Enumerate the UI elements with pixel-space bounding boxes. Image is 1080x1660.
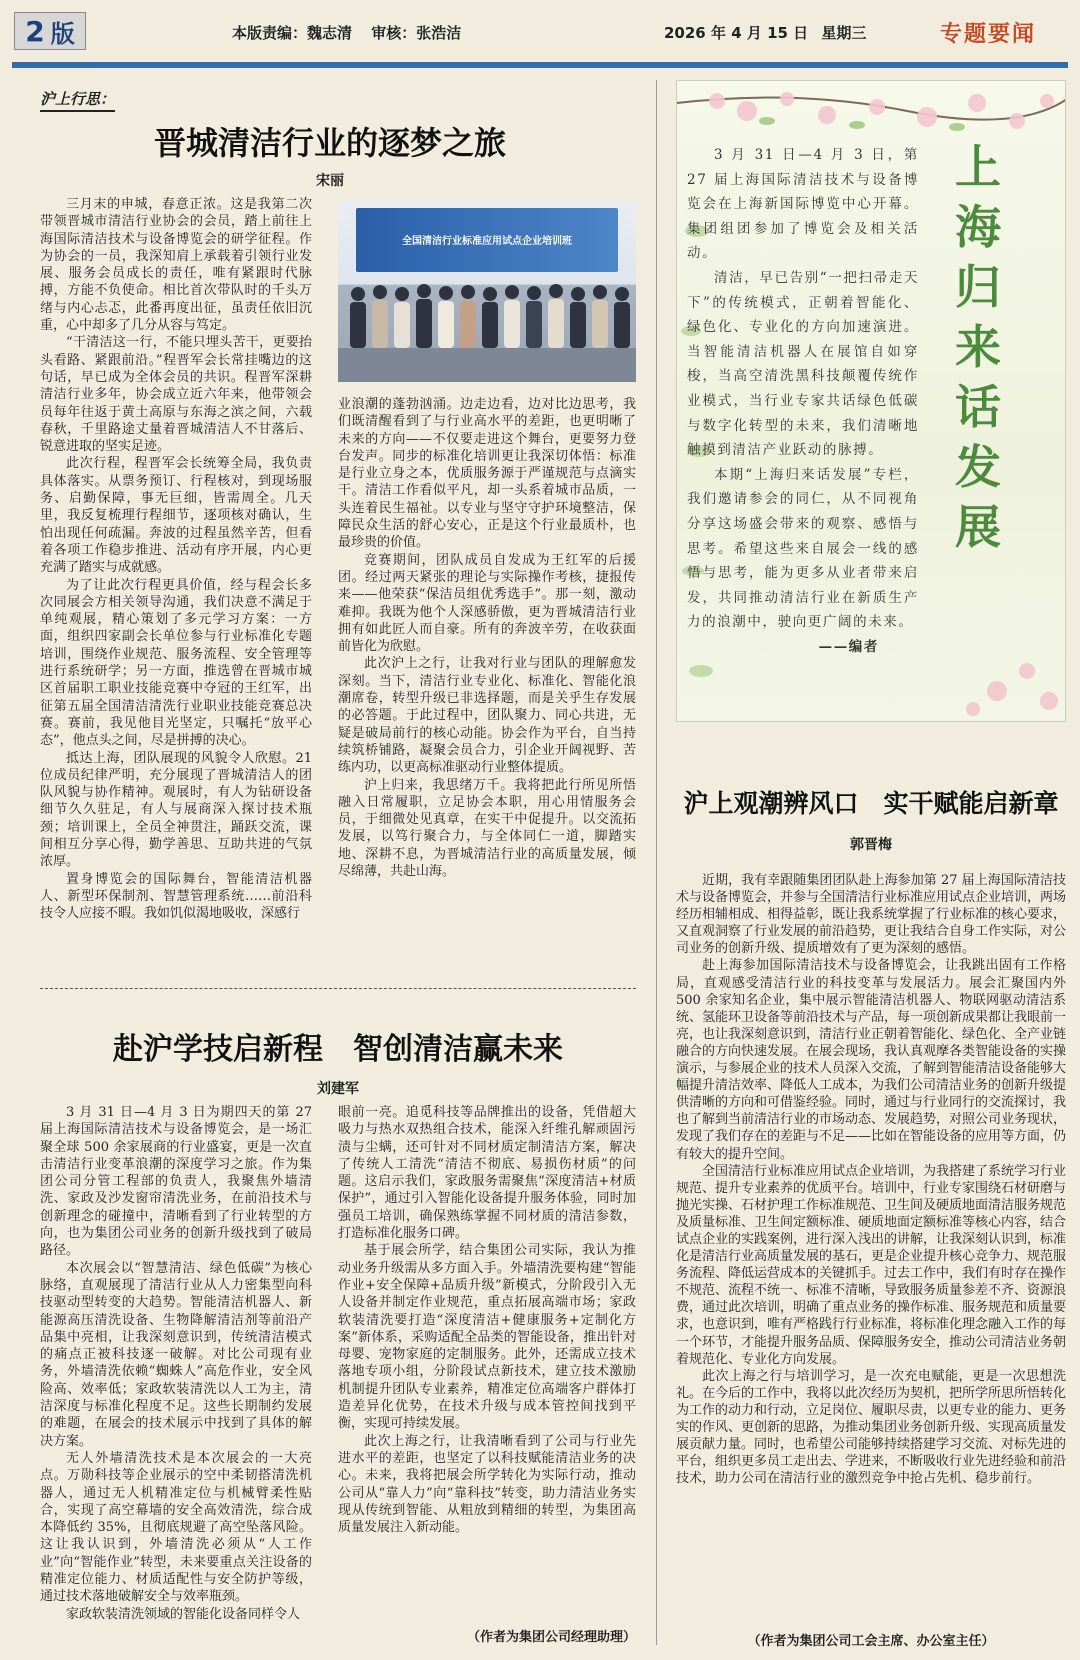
- paragraph: 近期，我有幸跟随集团团队赴上海参加第 27 届上海国际清洁技术与设备博览会，并参与全国清洁行业标准应用试点企业培训，两场经历相辅相成、相得益彰，既让我系统掌握了行业标准的核心要求，又直观洞察了行业发展的前沿趋势，更让我结合自身工作实际，对公司业务的创新升级、提质增效有了更为深刻的感悟。: [676, 873, 1066, 957]
- article1-right-column: [338, 396, 636, 982]
- paragraph: 抵达上海，团队展现的风貌令人欣慰。21位成员纪律严明，充分展现了晋城清洁人的团队风貌与协作精神。观展时，有人为钻研设备细节久久驻足，有人与展商深入探讨技术瓶颈；培训课上，全员全神贯注，踊跃交流，课间相互分享心得，勤学善思、互助共进的气氛浓厚。: [40, 750, 312, 870]
- title-char: 发: [955, 440, 1001, 494]
- paragraph: 基于展会所学，结合集团公司实际，我认为推动业务升级需从多方面入手。外墙清洗要构建“智能作业+安全保障+品质升级”新模式，分阶段引入无人设备并制定作业规范，重点拓展高端市场；家政软装清洗要打造“深度清洁+健康服务+定制化方案”新体系，采购适配全品类的智能设备，推出针对母婴、宠物家庭的定制服务。此外，还需成立技术落地专项小组，分阶段试点新技术，建立技术激励机制提升团队专业素养，精准定位高端客户群体打造差异化优势，在技术升级与成本管控间找到平衡，实现可持续发展。: [338, 1243, 636, 1432]
- page-number-badge: [14, 12, 86, 50]
- paragraph: 此次沪上之行，让我对行业与团队的理解愈发深刻。当下，清洁行业专业化、标准化、智能化浪潮席卷，转型升级已非选择题，而是关乎生存发展的必答题。于此过程中，团队聚力、同心共进，无疑是破局前行的核心动能。协会作为平台，自当持续筑桥铺路，凝聚会员合力，引企业开阔视野、苦练内功，以更高标准驱动行业整体提质。: [338, 656, 636, 776]
- paragraph: 业浪潮的蓬勃汹涌。边走边看，边对比边思考，我们既清醒看到了与行业高水平的差距，也更明晰了未来的方向——不仅要走进这个舞台，更要努力登台发声。同步的标准化培训更让我深切体悟：标准是行业立身之本，优质服务源于严谨规范与点滴实干。清洁工作看似平凡，却一头系着城市品质，一头连着民生福祉。以专业与坚守守护环境整洁，保障民众生活的舒心安心，正是这个行业最质朴，也最珍贵的价值。: [338, 397, 636, 551]
- article1-author: 宋丽: [316, 173, 344, 189]
- paragraph: 3 月 31 日—4 月 3 日，第 27 届上海国际清洁技术与设备博览会在上海新国际博览中心开幕。集团组团参加了博览会及相关活动。: [687, 147, 919, 262]
- paragraph: “干清洁这一行，不能只埋头苦干，更要抬头看路、紧跟前沿。”程晋军会长常挂嘴边的这句话，早已成为全体会员的共识。程晋军深耕清洁行业多年，协会成立近六年来，他带领会员每年往返于黄土高原与东海之滨之间，六载春秋，千里路途丈量着晋城清洁人不甘落后、锐意进取的坚实足迹。: [40, 335, 312, 455]
- sidebar-vertical-title: [935, 137, 1021, 557]
- title-char: 来: [955, 320, 1001, 374]
- paragraph: 此次上海之行，让我清晰看到了公司与行业先进水平的差距，也坚定了以科技赋能清洁业务的决心。未来，我将把展会所学转化为实际行动，推动公司从“靠人力”向“靠科技”转变，助力清洁业务实现从传统到智能、从粗放到精细的转型，为集团高质量发展注入新动能。: [338, 1433, 636, 1536]
- article3-title: 沪上观潮辨风口 实干赋能启新章: [683, 789, 1059, 818]
- column-tag: 沪上行思：: [40, 88, 115, 112]
- article2-left-column: [40, 1104, 312, 1652]
- training-group-photo: [338, 200, 636, 382]
- paragraph: 为了让此次行程更具价值，经与程会长多次同展会方相关领导沟通，我们决意不满足于单纯观展，精心策划了多元学习方案：一方面，组织四家副会长单位参与行业标准化专题培训，围绕作业规范、服务流程、安全管理等进行系统研学；另一方面，推选曾在晋城市城区首届职工职业技能竞赛中夺冠的王红军，出征第五届全国清洁清洗行业职业技能竞赛总决赛。赛前，我见他目光坚定，只嘱托“放平心态”，他点头之间，尽是拼搏的决心。: [40, 577, 312, 749]
- article2-title: 赴沪学技启新程 智创清洁赢未来: [113, 1032, 563, 1067]
- article2-author: 刘建军: [317, 1081, 359, 1097]
- article3-author: 郭晋梅: [850, 837, 892, 853]
- title-char: 归: [955, 260, 1001, 314]
- title-char: 话: [955, 380, 1001, 434]
- article1-left-column: [40, 196, 312, 972]
- article2-author-note: （作者为集团公司经理助理）: [466, 1630, 636, 1645]
- reviewer-label: 审核：: [371, 24, 417, 42]
- reviewer-name: 张浩洁: [416, 24, 462, 42]
- section-title: 专题要闻: [940, 22, 1037, 47]
- photo-people-row: [338, 276, 636, 382]
- paragraph: 竞赛期间，团队成员自发成为王红军的后援团。经过两天紧张的理论与实际操作考核，捷报传来——他荣获“保洁员组优秀选手”。那一刻，激动难抑。我既为他个人深感骄傲，更为晋城清洁行业拥有如此匠人而自豪。所有的奔波辛劳，在收获面前皆化为欣慰。: [338, 552, 636, 655]
- article3-author-note: （作者为集团公司工会主席、办公室主任）: [747, 1634, 995, 1649]
- photo-banner-caption: 全国清洁行业标准应用试点企业培训班: [402, 236, 572, 247]
- editor-label: 本版责编：: [232, 24, 308, 42]
- editor-name: 魏志清: [307, 24, 353, 42]
- editor-note-text: [687, 143, 919, 703]
- page-unit: 版: [50, 19, 75, 48]
- paragraph: 3 月 31 日—4 月 3 日为期四天的第 27 届上海国际清洁技术与设备博览会，是一场汇聚全球 500 余家展商的行业盛宴，更是一次直击清洁行业变革浪潮的深度学习之旅。作为集团公司分管工程部的负责人，我聚焦外墙清洗、家政及沙发窗帘清洗业务，在前沿技术与创新理念的碰撞中，清晰看到了行业转型的方向，也为集团公司业务的创新升级找到了破局路径。: [40, 1105, 312, 1259]
- editor-signature: ——编者: [818, 638, 879, 655]
- editor-note-box: [676, 80, 1066, 722]
- masthead-rule: [12, 62, 1068, 68]
- issue-date: [664, 22, 866, 43]
- paragraph: 眼前一亮。追觅科技等品牌推出的设备，凭借超大吸力与热水双热组合技术，能深入纤维孔解顽固污渍与尘螨，还可针对不同材质定制清洁方案，解决了传统人工清洗“清洁不彻底、易损伤材质”的问题。这启示我们，家政服务需聚焦“深度清洁+材质保护”，通过引入智能化设备提升服务体验，同时加强员工培训，确保熟练掌握不同材质的清洁参数，打造标准化服务口碑。: [338, 1105, 636, 1242]
- title-char: 上: [955, 140, 1001, 194]
- paragraph: 赴上海参加国际清洁技术与设备博览会，让我跳出固有工作格局，直观感受清洁行业的科技变革与发展活力。展会汇聚国内外 500 余家知名企业，集中展示智能清洁机器人、物联网驱动清洁系统、氢能环卫设备等前沿技术与产品，每一项创新成果都让我眼前一亮，也让我深刻意识到，清洁行业正朝着智能化、绿色化、全产业链融合的方向快速发展。在展会现场，我认真观摩各类智能设备的实操演示，与参展企业的技术人员深入交流，了解到智能清洁设备能够大幅提升清洁效率、降低人工成本，为我们公司清洁业务的创新升级提供清晰的方向和可借鉴经验。同时，通过与行业同行的交流探讨，我也了解到当前清洁行业的市场动态、发展趋势，对照公司业务现状，发现了我们存在的差距与不足——比如在智能设备的应用等方面，仍有较大的提升空间。: [676, 958, 1066, 1162]
- editor-info: [232, 22, 461, 43]
- column-divider: [656, 80, 657, 1645]
- paragraph: 此次上海之行与培训学习，是一次充电赋能，更是一次思想洗礼。在今后的工作中，我将以此次经历为契机，把所学所思所悟转化为工作的动力和行动，立足岗位、履职尽责，以更专业的能力、更务实的作风、更创新的思路，为推动集团业务创新升级、实现高质量发展贡献力量。同时，也希望公司能够持续搭建学习交流、对标先进的平台，组织更多员工走出去、学进来，不断吸收行业先进经验和前沿技术，助力公司在清洁行业的激烈竞争中抢占先机、稳步前行。: [676, 1368, 1066, 1487]
- article1-title: 晋城清洁行业的逐梦之旅: [153, 124, 506, 162]
- paragraph: 本次展会以“智慧清洁、绿色低碳”为核心脉络，直观展现了清洁行业从人力密集型向科技驱动型转变的大趋势。智能清洁机器人、新能源高压清洗设备、生物降解清洁剂等前沿产品集中亮相，让我深刻意识到，传统清洁模式的痛点正被科技逐一破解。对比公司现有业务，外墙清洗依赖“蜘蛛人”高危作业，安全风险高、效率低；家政软装清洗以人工为主，清洁深度与标准化程度不足。这些长期制约发展的难题，在展会的技术展示中找到了具体的解决方案。: [40, 1260, 312, 1449]
- paragraph: 全国清洁行业标准应用试点企业培训，为我搭建了系统学习行业规范、提升专业素养的优质平台。培训中，行业专家围绕石材研磨与抛光实操、石材护理工作标准规范、卫生间及硬质地面清洁服务规范及质量标准、卫生间定额标准、硬质地面定额标准等核心内容，结合试点企业的实践案例，进行深入浅出的讲解，让我深刻认识到，标准化是清洁行业高质量发展的基石，更是企业提升核心竞争力、规范服务流程、降低运营成本的关键抓手。过去工作中，我们有时存在操作不规范、流程不统一、标准不清晰，导致服务质量参差不齐、资源浪费，通过此次培训，明确了重点业务的操作标准、服务规范和质量要求，也意识到，唯有严格践行行业标准，将标准化理念融入工作的每一个环节，才能提升服务品质、保障服务安全，推动公司清洁业务朝着规范化、专业化方向发展。: [676, 1163, 1066, 1367]
- weekday-text: 星期三: [821, 24, 867, 42]
- paragraph: 无人外墙清洗技术是本次展会的一大亮点。万勋科技等企业展示的空中柔韧搭清洗机器人，通过无人机精准定位与机械臂柔性贴合，实现了高空幕墙的安全高效清洗，综合成本降低约 35%，且彻底规避了高空坠落风险。这让我认识到，外墙清洗必须从“人工作业”向“智能作业”转型，未来要重点关注设备的精准定位能力、材质适配性与安全防护等级，通过技术落地破解安全与效率瓶颈。: [40, 1450, 312, 1605]
- date-text: 2026 年 4 月 15 日: [664, 24, 809, 42]
- paragraph: 家政软装清洗领域的智能化设备同样令人: [66, 1606, 301, 1622]
- paragraph: 三月末的申城，春意正浓。这是我第二次带领晋城市清洁行业协会的会员，踏上前往上海国际清洁技术与设备博览会的研学征程。作为协会的一员，我深知肩上承载着引领行业发展、服务会员成长的责任，唯有紧跟时代脉搏，方能不负使命。相比首次带队时的千头万绪与内心忐忑，此番再度出征，虽责任依旧沉重，心中却多了几分从容与笃定。: [40, 197, 312, 334]
- paragraph: 置身博览会的国际舞台，智能清洁机器人、新型环保制剂、智慧管理系统……前沿科技令人应接不暇。我如饥似渴地吸收，深感行: [40, 871, 312, 922]
- paragraph: 沪上归来，我思绪万千。我将把此行所见所悟融入日常履职，立足协会本职，用心用情服务会员，于细微处见真章，在实干中促提升。以交流拓发展，以笃行聚合力，与全体同仁一道，脚踏实地、深耕不息，为晋城清洁行业的高质量发展，倾尽绵薄，共赴山海。: [338, 777, 636, 880]
- page-number: 2: [25, 14, 45, 48]
- title-char: 展: [955, 500, 1001, 554]
- article2-right-column: [338, 1104, 636, 1616]
- paragraph: 此次行程，程晋军会长统筹全局，我负责具体落实。从票务预订、行程核对，到现场服务、启勤保障，事无巨细，皆需周全。几天里，我反复梳理行程细节，逐项核对确认，生怕出现任何疏漏。奔波的过程虽然辛苦，但看着各项工作稳步推进、活动有序开展，内心更充满了踏实与成就感。: [40, 456, 312, 576]
- title-char: 海: [955, 200, 1001, 254]
- paragraph: 清洁，早已告别“一把扫帚走天下”的传统模式，正朝着智能化、绿色化、专业化的方向加速演进。当智能清洁机器人在展馆自如穿梭，当高空清洗黑科技颠覆传统作业模式，当行业专家共话绿色低碳与数字化转型的未来，我们清晰地触摸到清洁产业跃动的脉搏。: [687, 269, 919, 459]
- paragraph: 本期“上海归来话发展”专栏，我们邀请参会的同仁，从不同视角分享这场盛会带来的观察、感悟与思考。希望这些来自展会一线的感悟与思考，能为更多从业者带来启发，共同推动清洁行业在新质生产力的浪潮中，驶向更广阔的未来。: [687, 466, 919, 631]
- article3-body: [676, 872, 1066, 1624]
- article-divider: [40, 988, 636, 989]
